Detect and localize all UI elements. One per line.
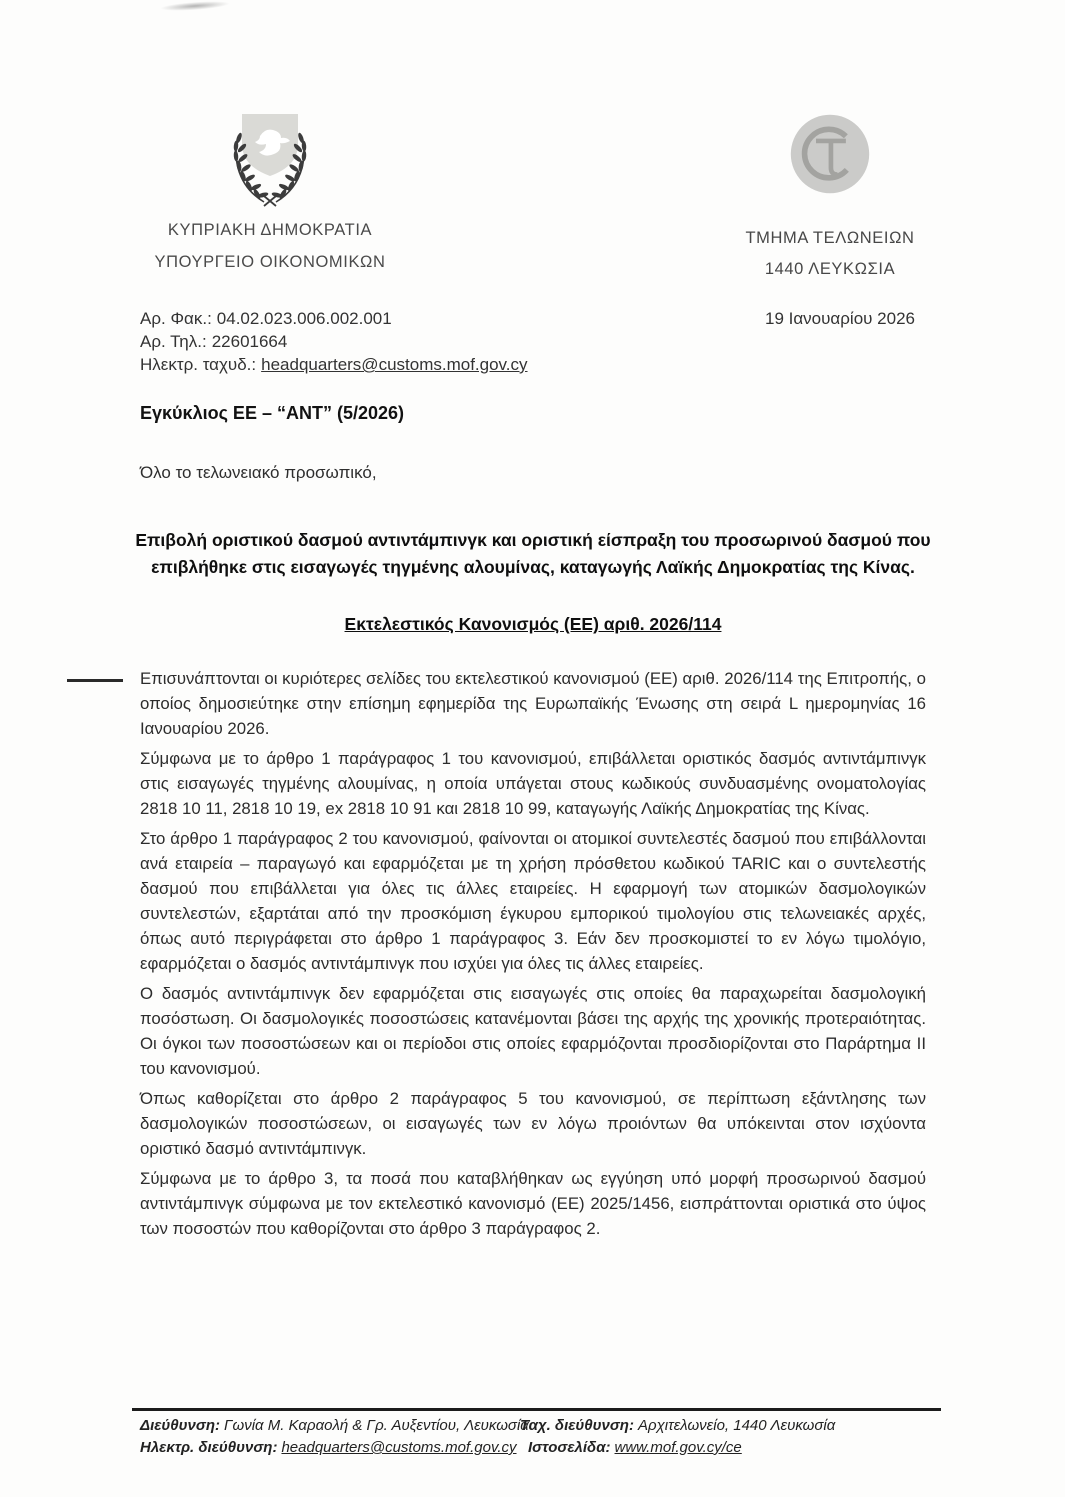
regulation-heading-text: Εκτελεστικός Κανονισμός (ΕΕ) αριθ. 2026/114 — [344, 614, 722, 634]
subject-title: Επιβολή οριστικού δασμού αντιντάμπινγκ και οριστική είσπραξη του προσωρινού δασμού που επιβλήθηκε στις εισαγωγές τηγμένης αλουμίνας, καταγωγής Λαϊκής Δημοκρατίας της Κίνας. — [135, 530, 931, 577]
body-paragraph: Ο δασμός αντιντάμπινγκ δεν εφαρμόζεται στις εισαγωγές στις οποίες θα παραχωρείται δασμολογική ποσόστωση. Οι δασμολογικές ποσοστώσεις κατανέμονται βάσει της αρχής της χρονικής προτεραιότητας. Οι όγκοι των ποσοστώσεων και οι περίοδοι στις οποίες εφαρμόζονται προσδιορίζονται στο Παράρτημα ΙΙ του κανονισμού. — [140, 984, 926, 1078]
footer-divider — [132, 1408, 941, 1411]
body-paragraph: Επισυνάπτονται οι κυριότερες σελίδες του εκτελεστικού κανονισμού (ΕΕ) αριθ. 2026/114 της Επιτροπής, ο οποίος δημοσιεύτηκε στην επίσημη εφημερίδα της Ευρωπαϊκής Ένωσης στη σειρά L ημερομηνίας 16 Ιανουαρίου 2026. — [140, 669, 926, 738]
file-number-line — [140, 307, 528, 330]
footer-postal-value: Αρχιτελωνείο, 1440 Λευκωσία — [637, 1417, 836, 1434]
footer-left-column — [140, 1415, 529, 1459]
department-city: 1440 ΛΕΥΚΩΣΙΑ — [764, 260, 896, 278]
scan-artifact — [160, 0, 230, 12]
footer-website-label: Ιστοσελίδα: — [528, 1439, 611, 1456]
header-left-block — [120, 108, 420, 272]
footer-email-label: Ηλεκτρ. διεύθυνση: — [140, 1439, 278, 1456]
republic-name: ΚΥΠΡΙΑΚΗ ΔΗΜΟΚΡΑΤΙΑ — [167, 221, 373, 239]
margin-mark — [67, 679, 123, 682]
salutation: Όλο το τελωνειακό προσωπικό, — [140, 463, 377, 482]
body-paragraph: Στο άρθρο 1 παράγραφος 2 του κανονισμού, φαίνονται οι ατομικοί συντελεστές δασμού που επιβάλλονται ανά εταιρεία – παραγωγό και εφαρμόζεται με τη χρήση πρόσθετου κωδικού TARIC και ο συντελεστής δασμού που επιβάλλεται για όλες τις άλλες εταιρείες. Η εφαρμογή των ατομικών δασμολογικών συντελεστών, εξαρτάται από την προσκόμιση έγκυρου εμπορικού τιμολογίου στις τελωνειακές αρχές, όπως αυτό περιγράφεται στο άρθρο 1 παράγραφος 3. Εάν δεν προσκομιστεί το εν λόγω τιμολόγιο, εφαρμόζεται ο δασμός αντιντάμπινγκ που ισχύει για όλες τις άλλες εταιρείες. — [140, 829, 926, 973]
footer-postal-line — [520, 1415, 835, 1437]
footer-email-link[interactable]: headquarters@customs.mof.gov.cy — [281, 1439, 517, 1456]
department-name: ΤΜΗΜΑ ΤΕΛΩΝΕΙΩΝ — [745, 229, 915, 247]
footer-email-line — [140, 1437, 529, 1459]
cyprus-coat-of-arms-icon — [216, 108, 324, 215]
document-date: 19 Ιανουαρίου 2026 — [764, 309, 915, 328]
header-right-block — [720, 112, 940, 279]
footer-website-line — [528, 1437, 835, 1459]
body-paragraph: Σύμφωνα με το άρθρο 1 παράγραφος 1 του κανονισμού, επιβάλλεται οριστικός δασμός αντιντάμπινγκ στις εισαγωγές τηγμένης αλουμίνας, η οποία υπάγεται στους κωδικούς συνδυασμένης ονοματολογίας 2818 10 11, 2818 10 19, ex 2818 10 91 και 2818 10 99, καταγωγής Λαϊκής Δημοκρατίας της Κίνας. — [140, 749, 926, 818]
customs-logo-icon — [788, 183, 872, 200]
phone-label: Αρ. Τηλ.: — [140, 332, 207, 351]
letter-body — [140, 666, 926, 1246]
file-number-label: Αρ. Φακ.: — [140, 309, 212, 328]
footer-address-label: Διεύθυνση: — [140, 1417, 220, 1434]
file-number-value: 04.02.023.006.002.001 — [216, 309, 392, 328]
footer-address-value: Γωνία Μ. Καραολή & Γρ. Αυξεντίου, Λευκωσία — [223, 1417, 529, 1434]
body-paragraph: Σύμφωνα με το άρθρο 3, τα ποσά που καταβλήθηκαν ως εγγύηση υπό μορφή προσωρινού δασμού αντιντάμπινγκ σύμφωνα με τον εκτελεστικό κανονισμό (ΕΕ) 2025/1456, εισπράττονται οριστικά στο ύψος των ποσοστών που καθορίζονται στο άρθρο 3 παράγραφος 2. — [140, 1169, 926, 1238]
footer-website-link[interactable]: www.mof.gov.cy/ce — [614, 1439, 742, 1456]
footer-address-line — [140, 1415, 529, 1437]
email-label: Ηλεκτρ. ταχυδ.: — [140, 355, 257, 374]
email-link[interactable]: headquarters@customs.mof.gov.cy — [261, 355, 528, 374]
regulation-heading — [122, 614, 944, 635]
email-line — [140, 353, 528, 376]
footer-postal-label: Ταχ. διεύθυνση: — [520, 1417, 634, 1434]
phone-value: 22601664 — [211, 332, 288, 351]
reference-block — [140, 307, 528, 376]
circular-number: Εγκύκλιος ΕΕ – “ΑΝΤ” (5/2026) — [140, 403, 404, 423]
ministry-name: ΥΠΟΥΡΓΕΙΟ ΟΙΚΟΝΟΜΙΚΩΝ — [154, 253, 386, 271]
footer-right-column — [520, 1415, 835, 1459]
body-paragraph: Όπως καθορίζεται στο άρθρο 2 παράγραφος 5 του κανονισμού, σε περίπτωση εξάντλησης των δασμολογικών ποσοστώσεων, οι εισαγωγές των εν λόγω προιόντων θα υπόκεινται στον ισχύοντα οριστικό δασμό αντιντάμπινγκ. — [140, 1089, 926, 1158]
phone-line — [140, 330, 528, 353]
